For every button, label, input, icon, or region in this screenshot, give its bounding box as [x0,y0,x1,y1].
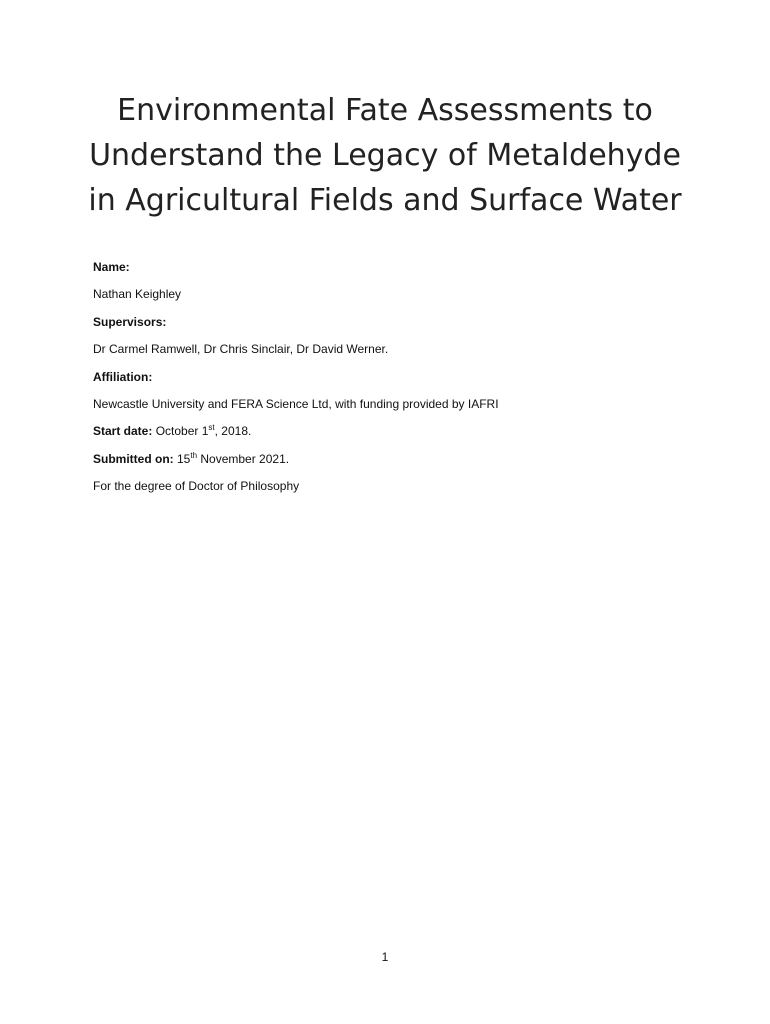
submitted-on-suffix: th [190,450,198,460]
affiliation-label-row [93,368,713,386]
title-line-1: Environmental Fate Assessments to [117,93,653,128]
page-number: 1 [381,950,389,964]
submitted-on-rest: November 2021. [197,451,290,466]
thesis-details [93,258,713,505]
supervisors-label: Supervisors: [93,314,167,329]
affiliation-value: Newcastle University and FERA Science Ltd, with funding provided by IAFRI [93,396,499,411]
start-date-rest: , 2018. [214,424,252,439]
start-date-day: October 1 [155,424,209,439]
title-line-2: Understand the Legacy of Metaldehyde [89,138,681,173]
supervisors-label-row [93,313,713,331]
start-date-suffix: st [208,423,215,433]
name-value: Nathan Keighley [93,287,182,302]
submitted-on-row [93,450,713,468]
supervisors-value: Dr Carmel Ramwell, Dr Chris Sinclair, Dr David Werner. [93,342,389,357]
name-label: Name: [93,260,130,274]
submitted-on-label: Submitted on: [93,451,174,466]
start-date-row [93,422,713,440]
name-label-row [93,258,713,276]
degree-statement: For the degree of Doctor of Philosophy [93,479,300,494]
title-line-3: in Agricultural Fields and Surface Water [88,183,682,218]
document-title [60,88,710,223]
affiliation-label: Affiliation: [93,369,153,384]
submitted-on-day: 15 [177,451,191,466]
start-date-label: Start date: [93,424,153,439]
